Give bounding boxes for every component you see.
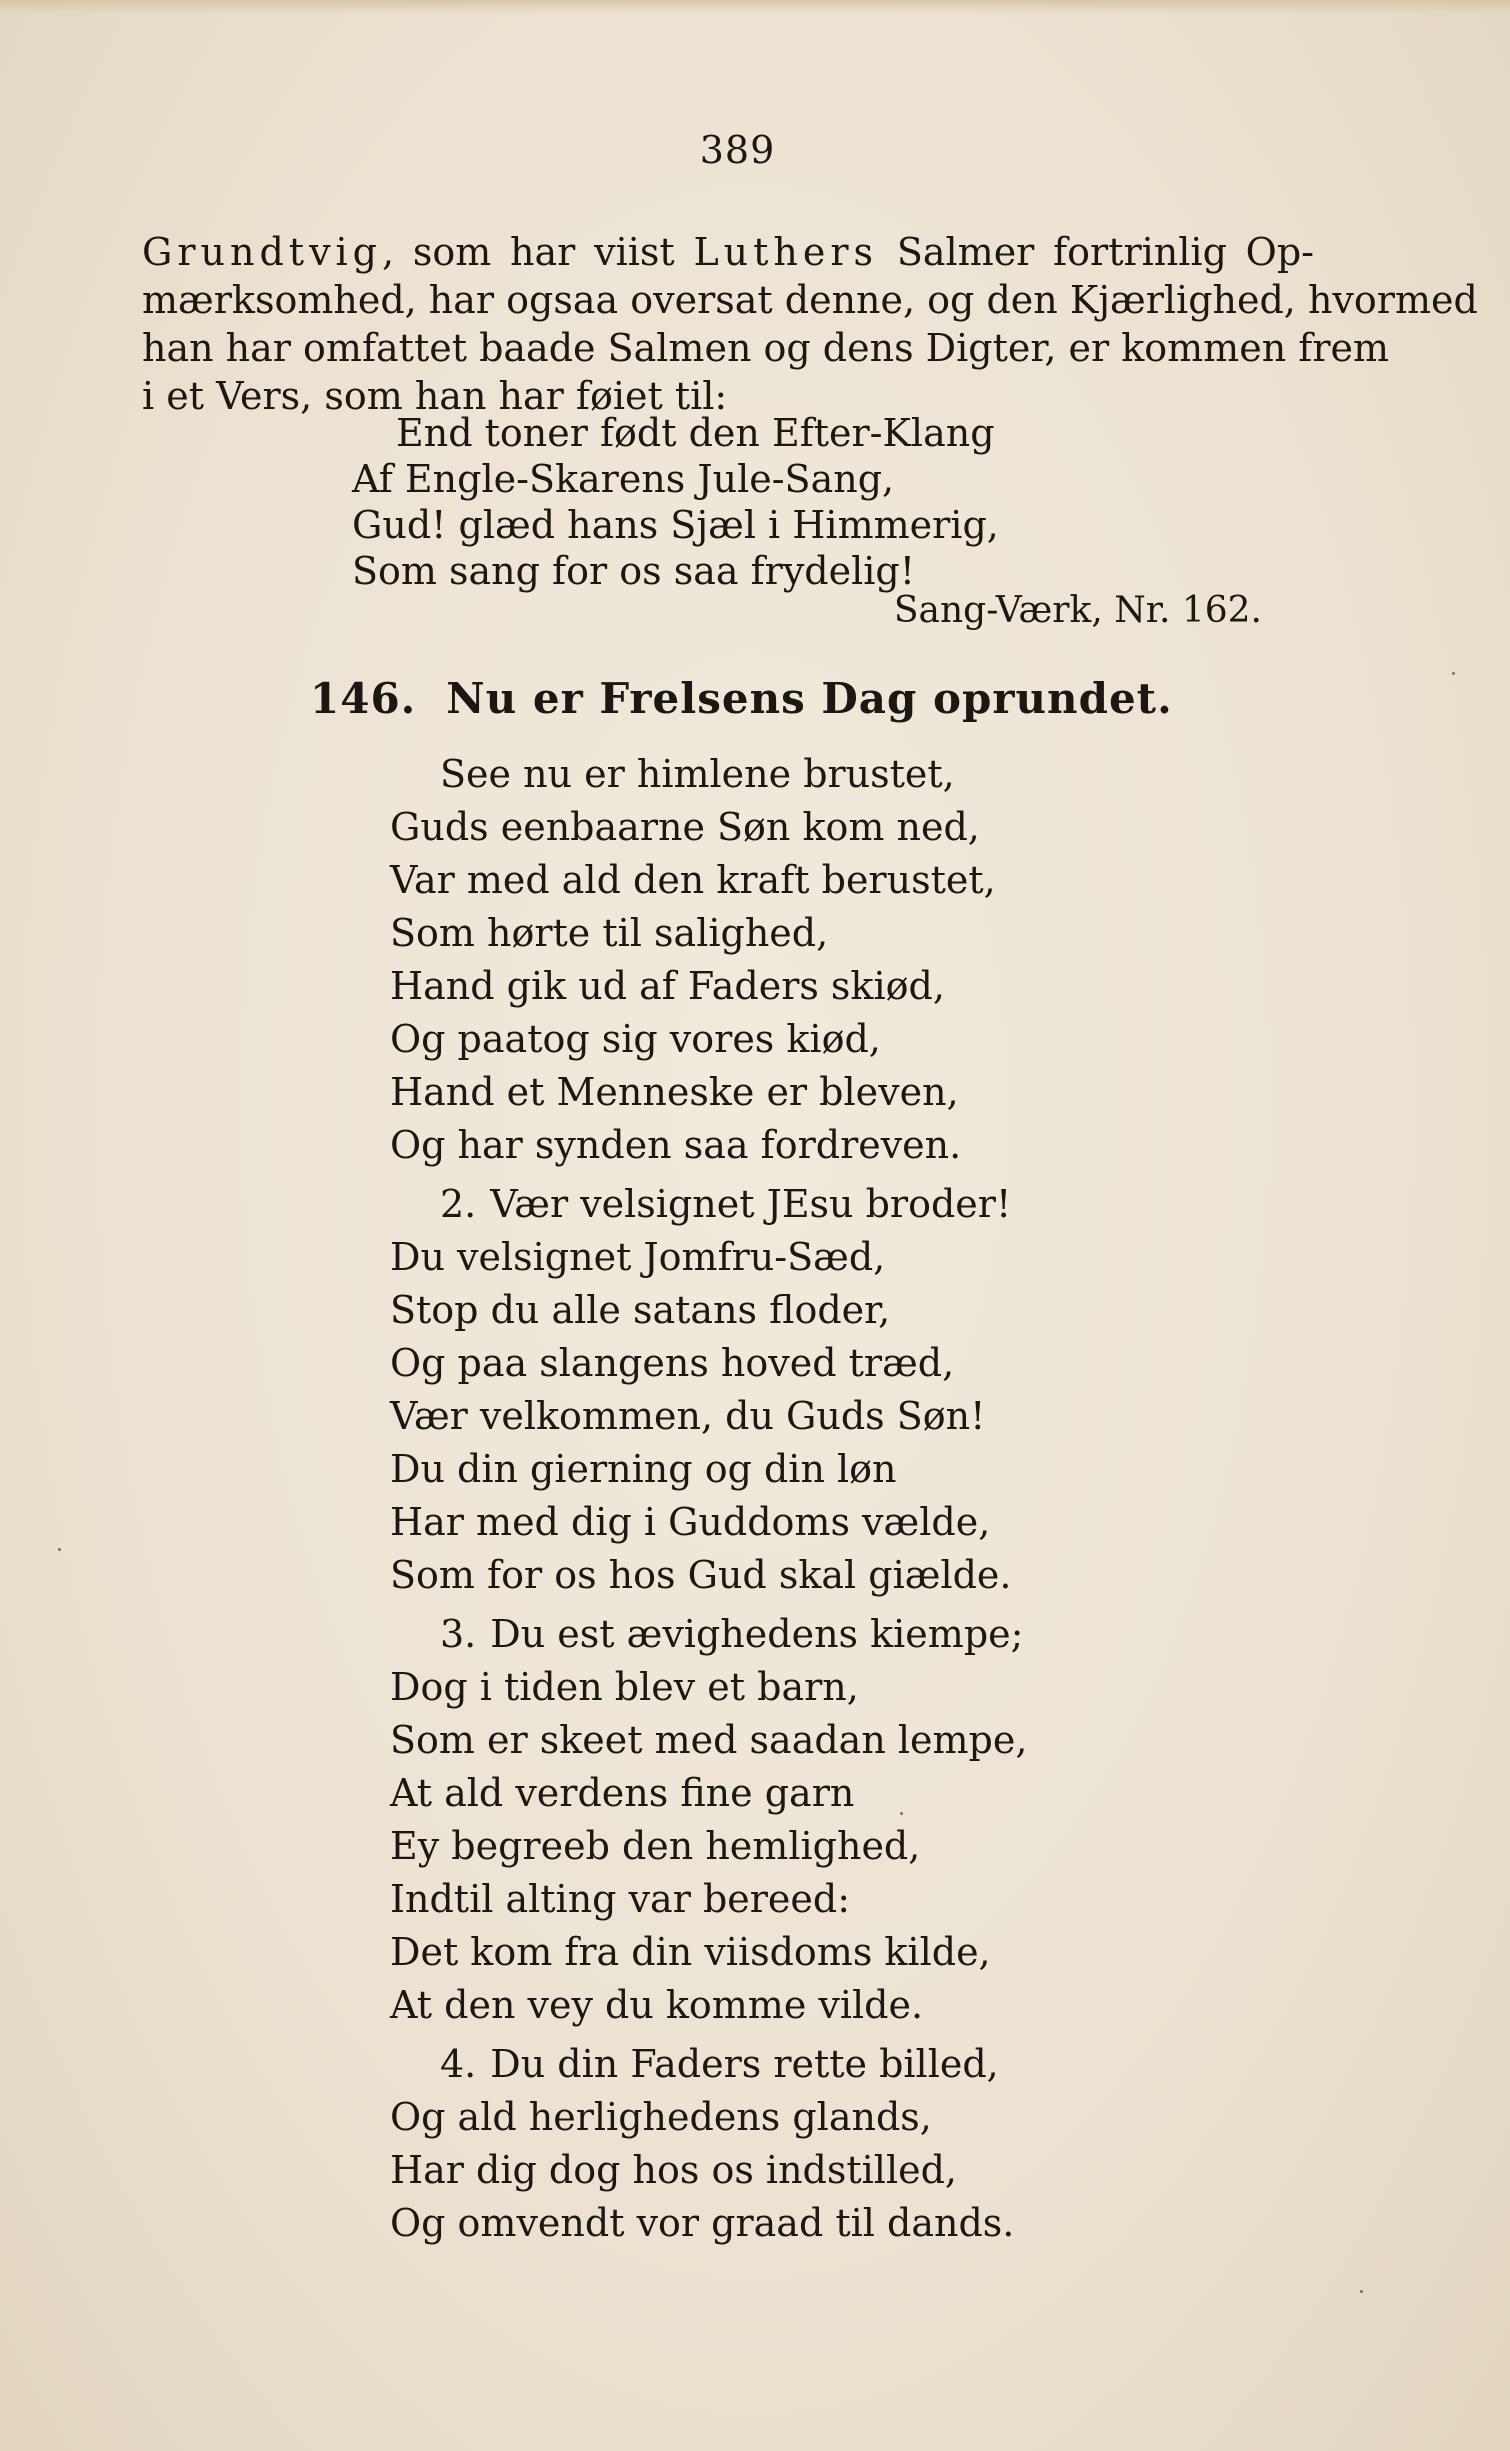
- verse-4: [390, 2038, 1027, 2250]
- intro-line-4: i et Vers, som han har føiet til:: [142, 374, 728, 418]
- verse-line: Guds eenbaarne Søn kom ned,: [390, 805, 980, 849]
- intro-line-2: mærksomhed, har ogsaa oversat denne, og den Kjærlighed, hvormed: [142, 278, 1478, 322]
- verse-line: Stop du alle satans floder,: [390, 1288, 891, 1332]
- quoted-verse-line: Af Engle-Skarens Jule-Sang,: [352, 457, 895, 501]
- verse-line: Og har synden saa fordreven.: [390, 1123, 962, 1167]
- paper-speck: [900, 1812, 903, 1815]
- verse-line: Har dig dog hos os indstilled,: [390, 2148, 957, 2192]
- intro-text: Salmer fortrinlig Op-: [878, 230, 1315, 274]
- verse-line: Du din gierning og din løn: [390, 1447, 897, 1491]
- page-number: 389: [699, 128, 776, 172]
- verse-line: At den vey du komme vilde.: [390, 1983, 924, 2027]
- verse-line: Og ald herlighedens glands,: [390, 2095, 932, 2139]
- verse-2: [390, 1178, 1027, 1602]
- paper-speck: [1452, 672, 1455, 675]
- verse-line-text: Du din Faders rette billed,: [490, 2042, 999, 2086]
- page-top-edge: [0, 0, 1510, 14]
- quoted-verse-line: Gud! glæd hans Sjæl i Himmerig,: [352, 503, 999, 547]
- intro-line-1: [142, 228, 1314, 276]
- verse-line: Indtil alting var bereed:: [390, 1877, 851, 1921]
- quoted-verse: [352, 410, 999, 594]
- hymn-number: 146.: [310, 674, 417, 723]
- verse-line: [390, 1608, 1027, 1661]
- intro-text: , som har viist: [382, 230, 694, 274]
- paper-speck: [58, 1548, 61, 1551]
- verse-line: Som hørte til salighed,: [390, 911, 829, 955]
- paper-speck: [1360, 2290, 1363, 2293]
- verse-1: [390, 748, 1027, 1172]
- verse-line: Du velsignet Jomfru-Sæd,: [390, 1235, 886, 1279]
- author-name-luther: Luthers: [693, 230, 879, 274]
- intro-line-3: han har omfattet baade Salmen og dens Digter, er kommen frem: [142, 326, 1390, 370]
- hymn-heading: [310, 674, 1173, 723]
- verse-3: [390, 1608, 1027, 2032]
- verse-line: Og paa slangens hoved træd,: [390, 1341, 955, 1385]
- verse-number: 3.: [440, 1612, 477, 1656]
- verse-line-text: Vær velsignet JEsu broder!: [490, 1182, 1012, 1226]
- verse-number: 4.: [440, 2042, 477, 2086]
- verse-line: Og paatog sig vores kiød,: [390, 1017, 881, 1061]
- verse-line: Vær velkommen, du Guds Søn!: [390, 1394, 986, 1438]
- verse-line: Hand gik ud af Faders skiød,: [390, 964, 945, 1008]
- verse-line: Dog i tiden blev et barn,: [390, 1665, 859, 1709]
- verse-line: Som for os hos Gud skal giælde.: [390, 1553, 1012, 1597]
- verse-line: [390, 2038, 1027, 2091]
- verse-line: [390, 1178, 1027, 1231]
- verse-line-text: Du est ævighedens kiempe;: [490, 1612, 1024, 1656]
- verse-line: At ald verdens fine garn: [390, 1771, 855, 1815]
- quoted-verse-line: End toner født den Efter-Klang: [396, 411, 995, 455]
- verse-line: Det kom fra din viisdoms kilde,: [390, 1930, 991, 1974]
- verse-line: Var med ald den kraft berustet,: [390, 858, 996, 902]
- verse-line: Hand et Menneske er bleven,: [390, 1070, 959, 1114]
- verse-line: Har med dig i Guddoms vælde,: [390, 1500, 991, 1544]
- verse-line: Som er skeet med saadan lempe,: [390, 1718, 1028, 1762]
- quoted-verse-line: Som sang for os saa frydelig!: [352, 549, 916, 593]
- verse-line: Ey begreeb den hemlighed,: [390, 1824, 921, 1868]
- verse-line: See nu er himlene brustet,: [440, 752, 955, 796]
- verse-line: Og omvendt vor graad til dands.: [390, 2201, 1015, 2245]
- hymn-verses: [390, 748, 1027, 2256]
- source-reference: Sang-Værk, Nr. 162.: [893, 590, 1262, 631]
- author-name-grundtvig: Grundtvig: [142, 230, 383, 274]
- verse-number: 2.: [440, 1182, 477, 1226]
- intro-paragraph: [142, 228, 1478, 420]
- hymn-title: Nu er Frelsens Dag oprundet.: [446, 674, 1173, 723]
